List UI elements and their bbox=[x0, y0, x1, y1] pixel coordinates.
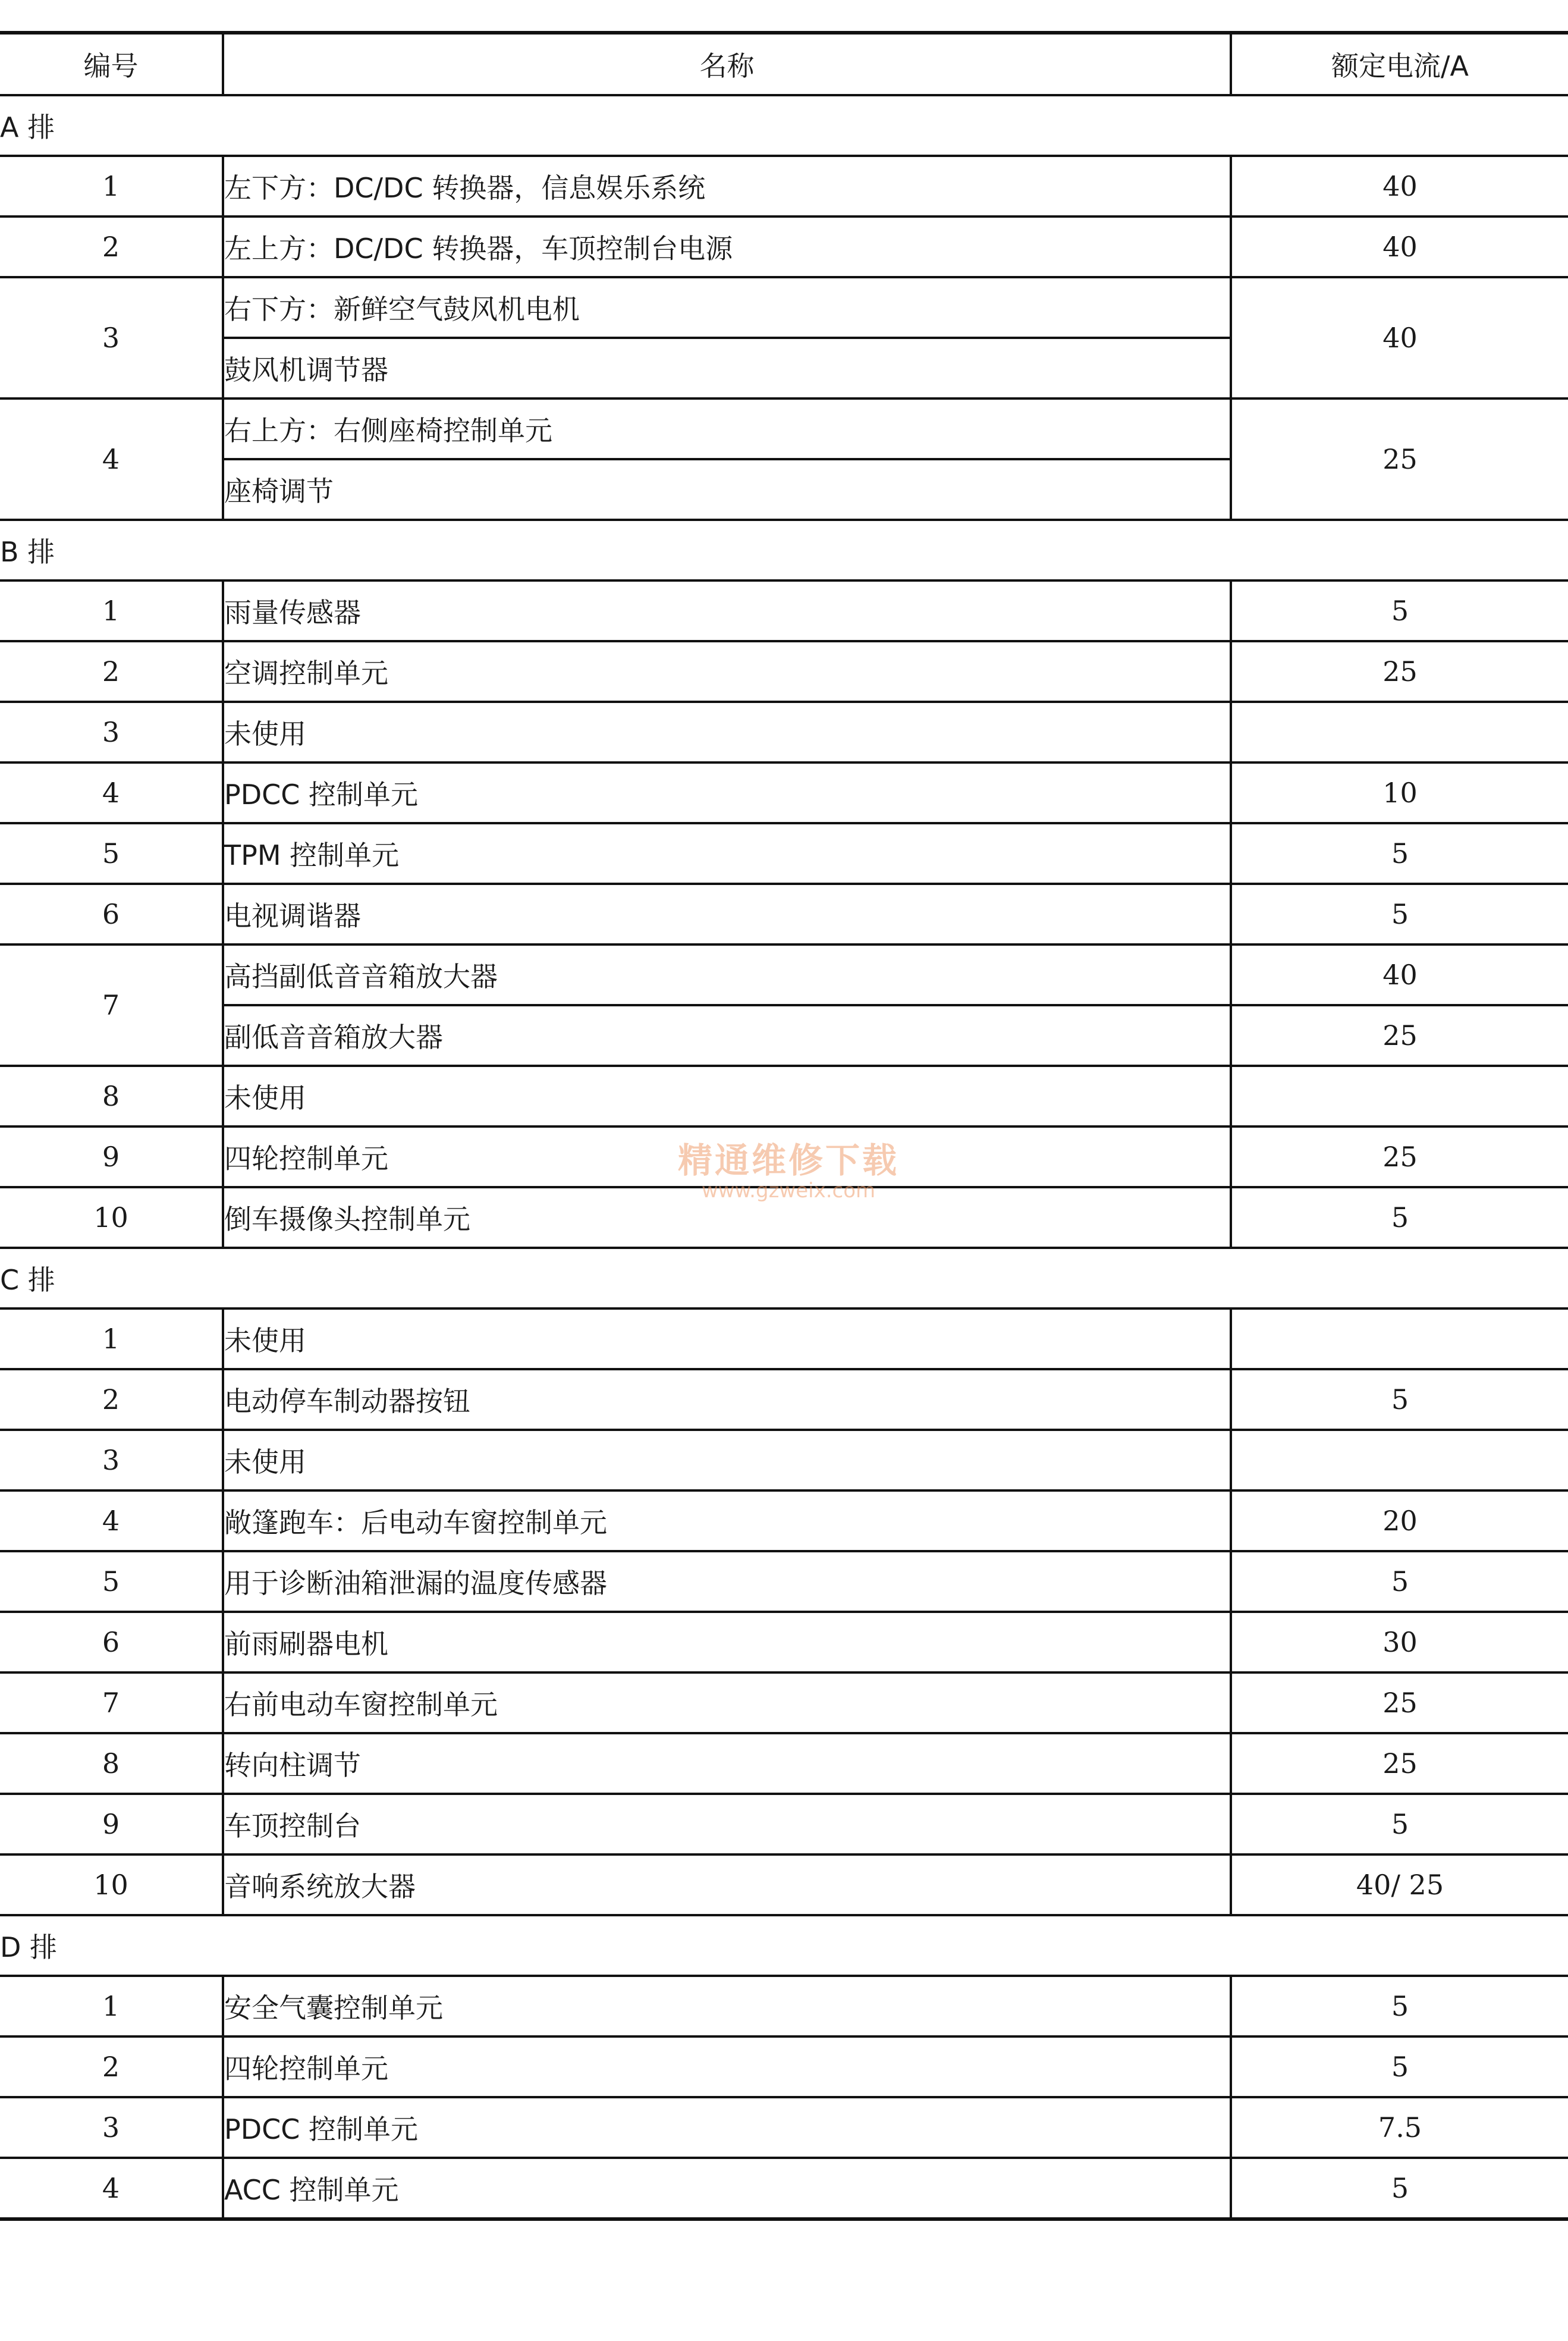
row-number: 10 bbox=[0, 1854, 223, 1915]
row-number: 3 bbox=[0, 277, 223, 398]
table-row bbox=[0, 762, 1568, 823]
row-number: 4 bbox=[0, 398, 223, 520]
table-row bbox=[0, 2158, 1568, 2219]
row-current: 5 bbox=[1231, 1551, 1568, 1612]
row-name: TPM 控制单元 bbox=[223, 823, 1231, 884]
row-name: 电动停车制动器按钮 bbox=[223, 1369, 1231, 1430]
row-name: 用于诊断油箱泄漏的温度传感器 bbox=[223, 1551, 1231, 1612]
table-row bbox=[0, 216, 1568, 277]
row-name: ACC 控制单元 bbox=[223, 2158, 1231, 2219]
row-name: 座椅调节 bbox=[223, 459, 1231, 520]
table-row bbox=[0, 1308, 1568, 1369]
table-row bbox=[0, 2097, 1568, 2158]
table-row bbox=[0, 944, 1568, 1005]
table-row bbox=[0, 641, 1568, 702]
row-number: 1 bbox=[0, 1308, 223, 1369]
row-name: 高挡副低音音箱放大器 bbox=[223, 944, 1231, 1005]
row-current: 5 bbox=[1231, 2158, 1568, 2219]
section-row-c bbox=[0, 1248, 1568, 1308]
section-label-d: D 排 bbox=[0, 1915, 1568, 1976]
row-number: 2 bbox=[0, 1369, 223, 1430]
row-name: 左上方：DC/DC 转换器，车顶控制台电源 bbox=[223, 216, 1231, 277]
row-current: 25 bbox=[1231, 1672, 1568, 1733]
row-number: 3 bbox=[0, 702, 223, 762]
row-name: 未使用 bbox=[223, 1308, 1231, 1369]
row-current: 30 bbox=[1231, 1612, 1568, 1672]
section-label-a: A 排 bbox=[0, 95, 1568, 156]
table-row bbox=[0, 1187, 1568, 1248]
row-number: 1 bbox=[0, 156, 223, 216]
row-current: 40/ 25 bbox=[1231, 1854, 1568, 1915]
row-current bbox=[1231, 1430, 1568, 1490]
row-name: 转向柱调节 bbox=[223, 1733, 1231, 1794]
row-name: PDCC 控制单元 bbox=[223, 2097, 1231, 2158]
row-name: 前雨刷器电机 bbox=[223, 1612, 1231, 1672]
row-name: 未使用 bbox=[223, 1066, 1231, 1126]
row-current: 5 bbox=[1231, 1794, 1568, 1854]
row-current: 5 bbox=[1231, 1187, 1568, 1248]
row-current: 20 bbox=[1231, 1490, 1568, 1551]
row-number: 5 bbox=[0, 823, 223, 884]
section-label-b: B 排 bbox=[0, 520, 1568, 580]
header-current: 额定电流/A bbox=[1231, 33, 1568, 95]
row-number: 8 bbox=[0, 1066, 223, 1126]
row-number: 2 bbox=[0, 641, 223, 702]
row-current: 40 bbox=[1231, 216, 1568, 277]
header-number: 编号 bbox=[0, 33, 223, 95]
section-row-a bbox=[0, 95, 1568, 156]
section-label-c: C 排 bbox=[0, 1248, 1568, 1308]
row-name: 安全气囊控制单元 bbox=[223, 1976, 1231, 2036]
table-row bbox=[0, 277, 1568, 338]
row-name: 雨量传感器 bbox=[223, 580, 1231, 641]
table-row bbox=[0, 1976, 1568, 2036]
row-name: 右下方：新鲜空气鼓风机电机 bbox=[223, 277, 1231, 338]
row-current: 5 bbox=[1231, 823, 1568, 884]
table-row bbox=[0, 884, 1568, 944]
row-number: 4 bbox=[0, 1490, 223, 1551]
row-number: 6 bbox=[0, 884, 223, 944]
row-number: 9 bbox=[0, 1794, 223, 1854]
row-current bbox=[1231, 1308, 1568, 1369]
row-current bbox=[1231, 702, 1568, 762]
row-current: 25 bbox=[1231, 1126, 1568, 1187]
row-number: 7 bbox=[0, 1672, 223, 1733]
row-name: 四轮控制单元 bbox=[223, 2036, 1231, 2097]
row-number: 9 bbox=[0, 1126, 223, 1187]
row-current: 5 bbox=[1231, 1369, 1568, 1430]
row-name: 四轮控制单元 bbox=[223, 1126, 1231, 1187]
row-name: 左下方：DC/DC 转换器，信息娱乐系统 bbox=[223, 156, 1231, 216]
section-row-d bbox=[0, 1915, 1568, 1976]
row-current: 7.5 bbox=[1231, 2097, 1568, 2158]
table-row bbox=[0, 1551, 1568, 1612]
table-row bbox=[0, 1794, 1568, 1854]
watermark-text: 精通维修下载 bbox=[678, 1140, 900, 1181]
table-row bbox=[0, 398, 1568, 459]
header-name: 名称 bbox=[223, 33, 1231, 95]
row-current: 25 bbox=[1231, 398, 1568, 520]
table-row bbox=[0, 156, 1568, 216]
row-current: 40 bbox=[1231, 944, 1568, 1005]
table-row bbox=[0, 1854, 1568, 1915]
table-row bbox=[0, 1733, 1568, 1794]
row-current: 25 bbox=[1231, 1005, 1568, 1066]
row-number: 5 bbox=[0, 1551, 223, 1612]
row-number: 8 bbox=[0, 1733, 223, 1794]
row-name: 右前电动车窗控制单元 bbox=[223, 1672, 1231, 1733]
row-name: 空调控制单元 bbox=[223, 641, 1231, 702]
row-number: 1 bbox=[0, 580, 223, 641]
row-name: PDCC 控制单元 bbox=[223, 762, 1231, 823]
row-name: 未使用 bbox=[223, 1430, 1231, 1490]
table-row bbox=[0, 2036, 1568, 2097]
fuse-table bbox=[0, 31, 1568, 2221]
row-name: 鼓风机调节器 bbox=[223, 338, 1231, 398]
row-name: 未使用 bbox=[223, 702, 1231, 762]
row-current: 25 bbox=[1231, 1733, 1568, 1794]
table-row bbox=[0, 1369, 1568, 1430]
row-name: 音响系统放大器 bbox=[223, 1854, 1231, 1915]
table-row bbox=[0, 580, 1568, 641]
row-name: 车顶控制台 bbox=[223, 1794, 1231, 1854]
row-number: 7 bbox=[0, 944, 223, 1066]
row-number: 3 bbox=[0, 2097, 223, 2158]
row-current: 40 bbox=[1231, 156, 1568, 216]
row-current: 5 bbox=[1231, 2036, 1568, 2097]
table-row bbox=[0, 1672, 1568, 1733]
section-row-b bbox=[0, 520, 1568, 580]
row-number: 6 bbox=[0, 1612, 223, 1672]
row-number: 3 bbox=[0, 1430, 223, 1490]
row-name: 右上方：右侧座椅控制单元 bbox=[223, 398, 1231, 459]
row-current: 40 bbox=[1231, 277, 1568, 398]
table-header-row bbox=[0, 33, 1568, 95]
row-number: 2 bbox=[0, 2036, 223, 2097]
table-row bbox=[0, 1126, 1568, 1187]
table-row bbox=[0, 1490, 1568, 1551]
table-row bbox=[0, 1066, 1568, 1126]
table-row bbox=[0, 1612, 1568, 1672]
row-current: 25 bbox=[1231, 641, 1568, 702]
table-row bbox=[0, 702, 1568, 762]
row-current: 5 bbox=[1231, 884, 1568, 944]
row-number: 10 bbox=[0, 1187, 223, 1248]
row-current: 10 bbox=[1231, 762, 1568, 823]
row-number: 4 bbox=[0, 762, 223, 823]
row-name: 敞篷跑车：后电动车窗控制单元 bbox=[223, 1490, 1231, 1551]
row-name: 副低音音箱放大器 bbox=[223, 1005, 1231, 1066]
row-name: 倒车摄像头控制单元 bbox=[223, 1187, 1231, 1248]
row-current: 5 bbox=[1231, 580, 1568, 641]
row-current: 5 bbox=[1231, 1976, 1568, 2036]
watermark-url: www.gzweix.com bbox=[701, 1178, 876, 1203]
table-row bbox=[0, 1430, 1568, 1490]
row-name: 电视调谐器 bbox=[223, 884, 1231, 944]
table-row bbox=[0, 1005, 1568, 1066]
row-number: 1 bbox=[0, 1976, 223, 2036]
row-current bbox=[1231, 1066, 1568, 1126]
table-row bbox=[0, 823, 1568, 884]
row-number: 4 bbox=[0, 2158, 223, 2219]
row-number: 2 bbox=[0, 216, 223, 277]
